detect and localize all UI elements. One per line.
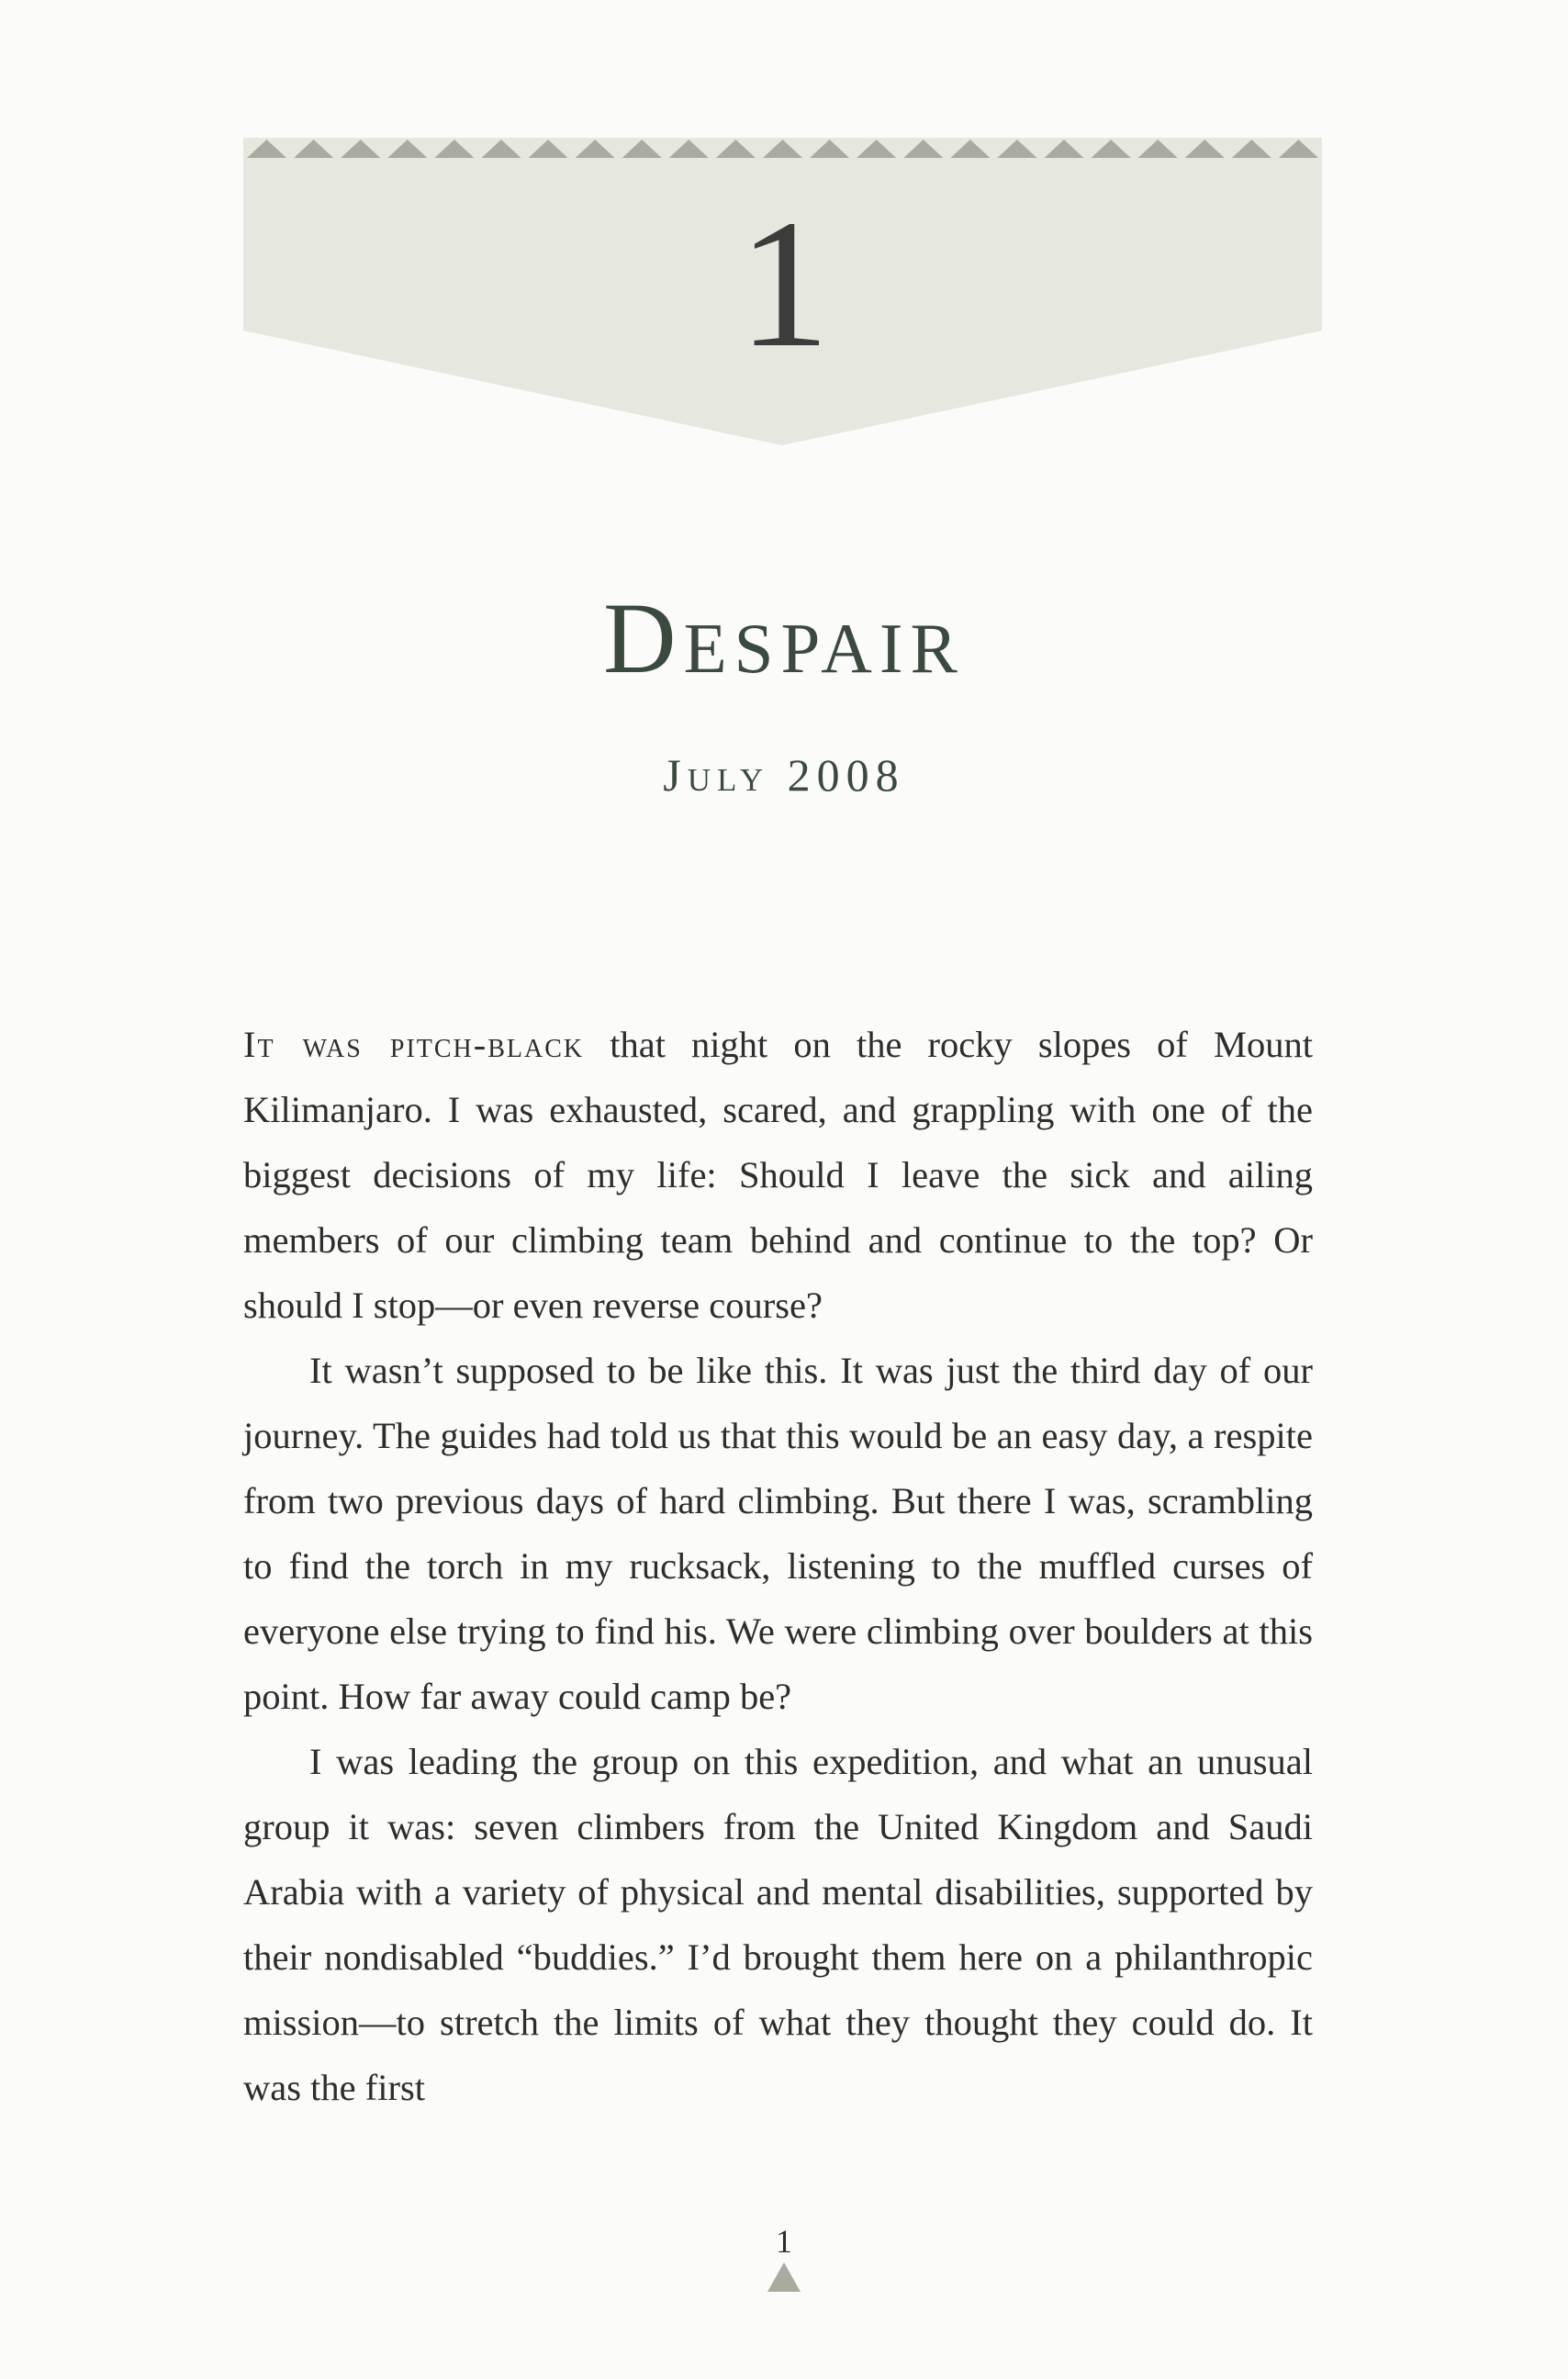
chapter-date: July 2008 [663,749,905,801]
paragraph: It wasn’t supposed to be like this. It was just the third day of our journey. The guides had told us that this would be an easy day, a respite from two previous days of hard climbing. But there I was, scrambling to find the torch in my rucksack, listening to the muffled curses of everyone else trying to find his. We were climbing over boulders at this point. How far away could camp be? [243,1350,1313,1717]
chapter-title: Despair [603,582,965,694]
page-number: 1 [776,2223,792,2260]
triangle-border [247,140,1318,158]
paragraph: I was leading the group on this expedition, and what an unusual group it was: seven climbers from the United Kingdom and Saudi Arabia with a variety of physical and mental disabilities, supported by their nondisabled “buddies.” I’d brought them here on a philanthropic mission—to stretch the limits of what they thought they could do. It was the first [243,1741,1313,2108]
paragraph [243,1012,1313,1338]
triangle-ornament-icon [766,2261,802,2294]
paragraph-text: that night on the rocky slopes of Mount Kilimanjaro. I was exhausted, scared, and grappling with one of the biggest decisions of my life: Should I leave the sick and ailing members of our climbing team behind and continue to the top? Or should I stop—or even reverse course? [243,1024,1313,1326]
chapter-number: 1 [738,183,830,386]
lead-in: It was pitch-black [243,1024,585,1065]
body-text [243,1012,1313,2120]
